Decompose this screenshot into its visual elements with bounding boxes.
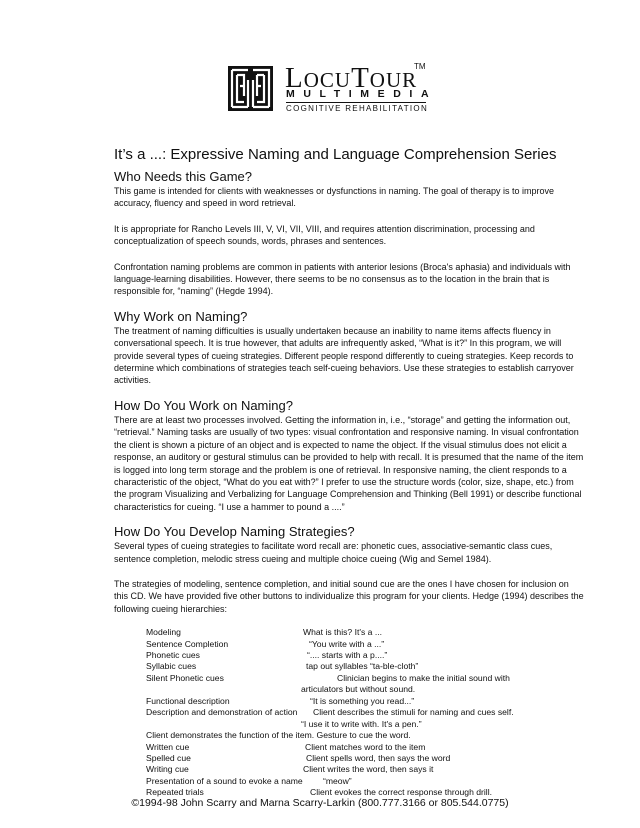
hierarchy-description: “meow” [323,775,352,786]
list-item [146,742,584,753]
hierarchy-label: Phonetic cues [146,650,200,661]
hierarchy-label: Functional description [146,695,230,706]
hierarchy-label: Modeling [146,627,181,638]
brand-rest-our: OUR [369,68,418,92]
hierarchy-label: Sentence Completion [146,638,229,649]
hierarchy-label: Description and demonstration of action [146,707,298,718]
document-body [114,169,584,799]
list-item [146,673,584,684]
list-item [146,696,584,707]
list-item [146,719,584,730]
hierarchy-label: Writing cue [146,764,189,775]
hierarchy-description: What is this? It's a ... [303,627,383,638]
list-item [146,776,584,787]
paragraph: This game is intended for clients with weaknesses or dysfunctions in naming. The goal of therapy is to improve accuracy, fluency and speed in word retrieval. [114,186,555,209]
list-item [146,707,584,718]
paragraph: Confrontation naming problems are common in patients with anterior lesions (Broca's aphasia) and individuals with language-learning disabilities. However, there seems to be no consensus as to the location in the brain that is responsible for, “naming” (Hegde 1994). [114,261,571,297]
hierarchy-description: “.... starts with a p....” [307,650,388,661]
hierarchy-description: articulators but without sound. [301,684,416,695]
hierarchy-description: tap out syllables “ta-ble-cloth” [306,661,419,672]
brand-initial-t: T [351,62,370,94]
paragraph: Several types of cueing strategies to facilitate word recall are: phonetic cues, associative-semantic class cues, sentence completion, melodic stress cueing and multiple choice cueing (Wig and Semel 1984). [114,541,553,564]
paragraph: The treatment of naming difficulties is usually undertaken because an inability to name items affects fluency in conversational speech. It is true however, that adults are infrequently asked, “What is it?” In this program, we will provide several types of cueing strategies. Different people respond differently to cueing strategies. Keep records to determine which combinations of strategies teach self-cueing behaviors. Use these strategies to establish carryover activities. [114,325,574,386]
hierarchy-description: Client evokes the correct response through drill. [310,787,492,798]
list-item [146,639,584,650]
section-heading-how: How Do You Work on Naming? [114,397,293,413]
locutour-logo [228,62,438,118]
hierarchy-description: “You write with a ...” [309,638,385,649]
list-item [146,753,584,764]
trademark: TM [414,62,426,71]
brand-multimedia: MULTIMEDIA [286,88,438,100]
paragraph: There are at least two processes involved. Getting the information in, i.e., “storage” and getting the information out, “retrieval.” Naming tasks are usually of two types: visual confrontation and responsive naming. In visual confrontation the client is shown a picture of an object and is expected to name the object. If the visual stimulus does not elicit a response, an auditory or gestural stimulus can be provided to help with recall. It is presumed that the name of the item is logged into long term storage and the problem is one of retrieval. In responsive naming, the client responds to a characteristic of the object, “What do you eat with?” I prefer to use the structure words (color, size, shape, etc.) from the program Visualizing and Verbalizing for Language Comprehension and Thinking (Bell 1991) or describe functional characteristics for cueing. “I use a hammer to pound a ....” [114,414,584,512]
maze-logo-icon [228,66,273,111]
page-title: It’s a ...: Expressive Naming and Language Comprehension Series [114,146,557,163]
logo-divider [286,102,426,103]
hierarchy-label: Client demonstrates the function of the item. Gesture to cue the word. [146,730,411,741]
hierarchy-label: Written cue [146,741,190,752]
brand-tagline: COGNITIVE REHABILITATION [286,104,429,113]
copyright-footer: ©1994-98 John Scarry and Marna Scarry-Larkin (800.777.3166 or 805.544.0775) [131,797,509,809]
hierarchy-description: “I use it to write with. It's a pen.” [301,718,422,729]
hierarchy-label: Spelled cue [146,752,191,763]
hierarchy-description: “It is something you read...” [310,695,415,706]
hierarchy-description: Client describes the stimuli for naming and cues self. [313,707,514,718]
hierarchy-description: Clinician begins to make the initial sound with [337,672,510,683]
paragraph: The strategies of modeling, sentence completion, and initial sound cue are the ones I have chosen for inclusion on this CD. We have provided five other buttons to individualize this program for your clients. Hedge (1994) describes the following cueing hierarchies: [114,578,584,614]
list-item [146,684,584,695]
hierarchy-label: Silent Phonetic cues [146,672,224,683]
brand-initial-l: L [285,62,304,94]
hierarchy-description: Client spells word, then says the word [306,752,451,763]
section-heading-who: Who Needs this Game? [114,169,253,184]
section-heading-develop: How Do You Develop Naming Strategies? [114,524,355,540]
cueing-hierarchy-list [146,627,584,799]
brand-rest-ocu: OCU [303,68,352,92]
hierarchy-description: Client matches word to the item [305,741,426,752]
list-item [146,764,584,775]
list-item [146,661,584,672]
hierarchy-label: Repeated trials [146,787,204,798]
paragraph: It is appropriate for Rancho Levels III, V, VI, VII, VIII, and requires attention discrimination, processing and conceptualization of speech sounds, words, phrases and sentences. [114,223,535,247]
section-heading-why: Why Work on Naming? [114,308,248,324]
list-item [146,730,584,741]
list-item [146,627,584,638]
hierarchy-label: Syllabic cues [146,661,197,672]
hierarchy-label: Presentation of a sound to evoke a name [146,775,303,786]
hierarchy-description: Client writes the word, then says it [303,764,434,775]
list-item [146,650,584,661]
